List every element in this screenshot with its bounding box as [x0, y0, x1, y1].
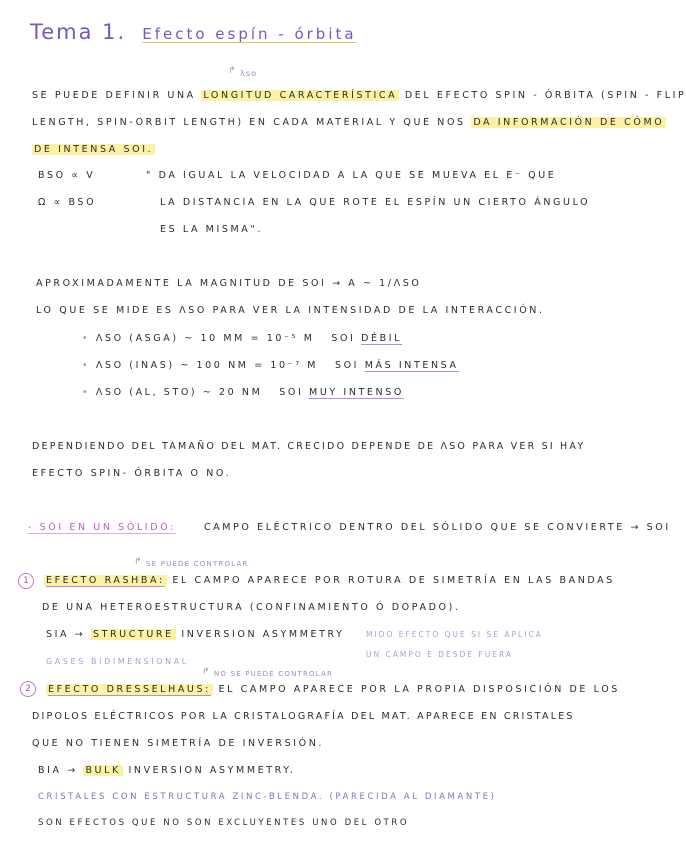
quote-line1: " DA IGUAL LA VELOCIDAD A LA QUE SE MUEVA EL E⁻ QUE [146, 170, 557, 181]
soi-solid-heading: - SOI EN UN SÓLIDO: [28, 522, 176, 533]
depend-line2: EFECTO SPIN- ÓRBITA O NO. [32, 468, 232, 479]
approx-line2: LO QUE SE MIDE ES ΛSO PARA VER LA INTENSIDAD DE LA INTERACCIÓN. [36, 305, 545, 316]
structure-highlight: STRUCTURE [92, 629, 174, 640]
rashba-name: EFECTO RASHBA: [46, 575, 165, 586]
approx-line1: APROXIMADAMENTE LA MAGNITUD DE SOI → Α ~ 1/ΛSO [36, 278, 422, 289]
rashba-side-note2: UN CAMPO E DESDE FUERA [366, 650, 514, 659]
gases-note: GASES BIDIMENSIONAL [46, 657, 189, 666]
arrow-icon: ↱ [228, 66, 236, 76]
depend-line1: DEPENDIENDO DEL TAMAÑO DEL MAT. CRECIDO DEPENDE DE ΛSO PARA VER SI HAY [32, 441, 586, 452]
para1-line3 [32, 144, 155, 155]
quote-line3: ES LA MISMA". [160, 224, 263, 235]
rashba-line2: DE UNA HETEROESTRUCTURA (CONFINAMIENTO Ó DOPADO). [42, 602, 461, 613]
title-topic: Efecto espín - órbita [142, 25, 357, 43]
number-2-circle: 2 [20, 681, 36, 697]
dress-line2: DIPOLOS ELÉCTRICOS POR LA CRISTALOGRAFÍA DEL MAT. APARECE EN CRISTALES [32, 711, 575, 722]
bulk-highlight: BULK [85, 765, 121, 776]
crystals-line: CRISTALES CON ESTRUCTURA ZINC-BLENDA. (PARECIDA AL DIAMANTE) [38, 792, 497, 802]
dress-name: EFECTO DRESSELHAUS: [48, 684, 211, 695]
highlight-info: DA INFORMACIÓN DE CÓMO [473, 117, 665, 128]
page-title [30, 20, 357, 44]
rashba-side-note1: MIDO EFECTO QUE SI SE APLICA [366, 630, 543, 639]
arrow-icon: ↱ [202, 667, 210, 677]
bullet-asga: • ΛSO (ASGA) ~ 10 ΜM = 10⁻⁵ M SOI DÉBIL [82, 333, 403, 344]
number-1-circle: 1 [18, 573, 34, 589]
prop-bso: BSO ∝ V [38, 170, 96, 181]
final-line: SON EFECTOS QUE NO SON EXCLUYENTES UNO DEL OTRO [38, 818, 410, 828]
title-number: Tema 1. [30, 20, 127, 44]
prop-omega: Ω ∝ BSO [38, 197, 97, 208]
quote-line2: LA DISTANCIA EN LA QUE ROTE EL ESPÍN UN CIERTO ÁNGULO [160, 197, 591, 208]
para1-line2: LENGTH, SPIN-ORBIT LENGTH) EN CADA MATERIAL Y QUE NOS DA INFORMACIÓN DE CÓMO [32, 117, 665, 128]
rashba-line1: EFECTO RASHBA: EL CAMPO APARECE POR ROTURA DE SIMETRÍA EN LAS BANDAS [46, 575, 615, 586]
bullet-inas: • ΛSO (INAS) ~ 100 NM = 10⁻⁷ M SOI MÁS INTENSA [82, 360, 459, 371]
highlight-intensity: DE INTENSA SOI. [34, 144, 154, 155]
sia-line: SIA → STRUCTURE INVERSION ASYMMETRY [46, 629, 345, 640]
highlight-length: LONGITUD CARACTERÍSTICA [203, 90, 398, 101]
dress-note: NO SE PUEDE CONTROLAR [214, 670, 334, 678]
rashba-note: SE PUEDE CONTROLAR [146, 560, 249, 568]
dress-line1: EFECTO DRESSELHAUS: EL CAMPO APARECE POR LA PROPIA DISPOSICIÓN DE LOS [48, 684, 620, 695]
bullet-alsto: • ΛSO (AL, STO) ~ 20 NM SOI MUY INTENSO [82, 387, 404, 398]
bia-line: BIA → BULK INVERSION ASYMMETRY. [38, 765, 296, 776]
para1-line1: SE PUEDE DEFINIR UNA LONGITUD CARACTERÍSTICA DEL EFECTO SPIN - ÓRBITA (SPIN - FLIP [32, 90, 686, 101]
dress-line3: QUE NO TIENEN SIMETRÍA DE INVERSIÓN. [32, 738, 325, 749]
soi-solid-line: - SOI EN UN SÓLIDO: CAMPO ELÉCTRICO DENTRO DEL SÓLIDO QUE SE CONVIERTE → SOI [28, 522, 671, 533]
arrow-icon: ↱ [134, 557, 142, 567]
lambda-note: λso [240, 69, 258, 78]
